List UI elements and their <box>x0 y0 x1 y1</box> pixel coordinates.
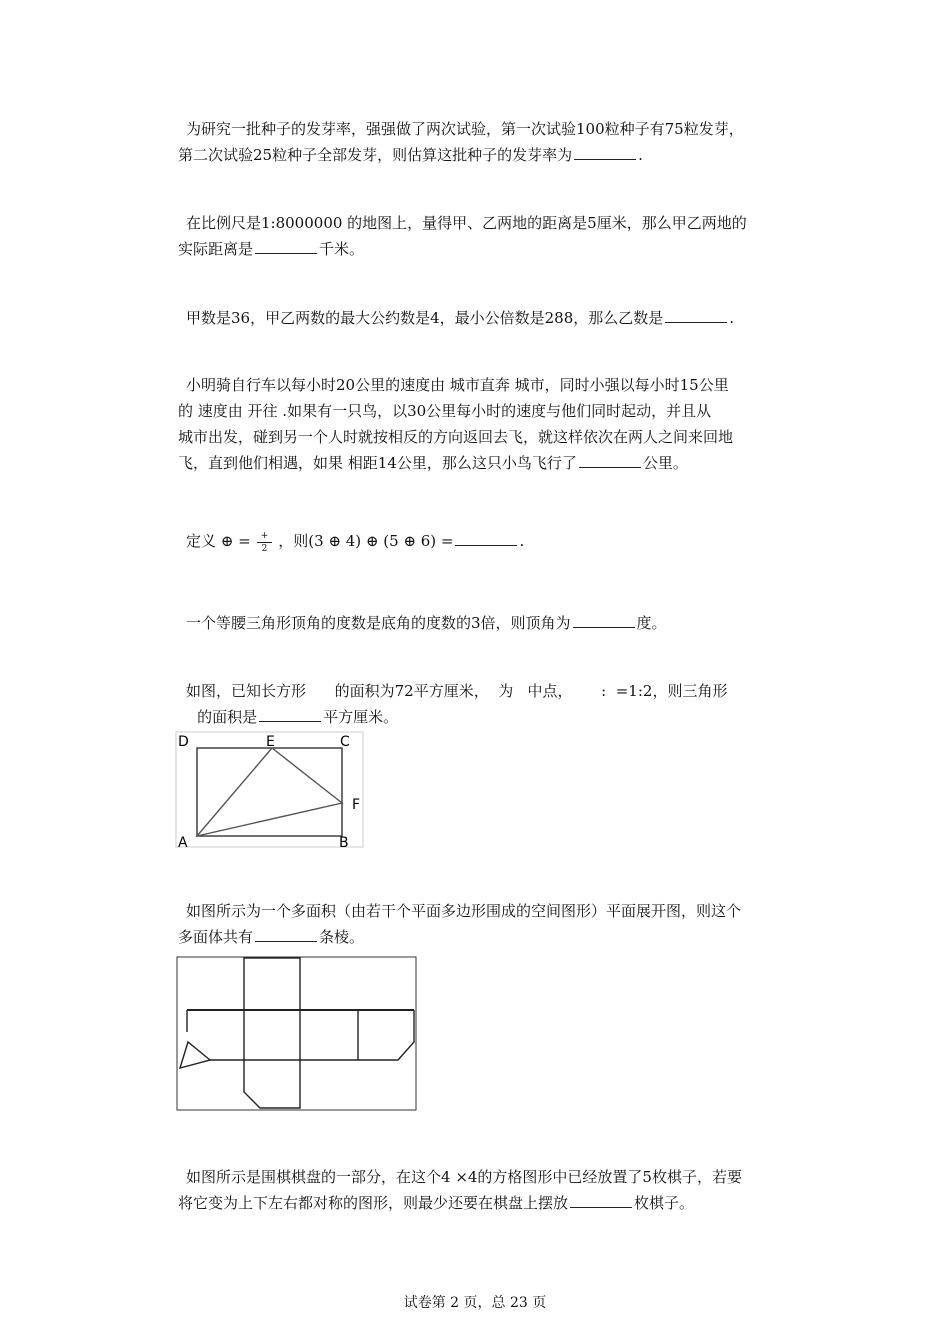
question-3 <box>178 305 810 331</box>
question-9-line-1: 如图所示是围棋棋盘的一部分，在这个4 ×4的方格图形中已经放置了5枚棋子，若要 <box>186 1168 742 1186</box>
answer-blank[interactable] <box>574 144 636 160</box>
rectangle-abcd <box>197 748 342 836</box>
question-4-line-1: 小明骑自行车以每小时20公里的速度由 城市直奔 城市，同时小强以每小时15公里 <box>186 376 729 394</box>
figure-border <box>177 957 416 1110</box>
question-3-line-1: 甲数是36，甲乙两数的最大公约数是4，最小公倍数是288，那么乙数是 . <box>186 309 735 327</box>
question-1-line-1: 为研究一批种子的发芽率，强强做了两次试验，第一次试验100粒种子有75粒发芽， <box>186 120 744 138</box>
net-top-square <box>244 958 300 1010</box>
question-1-line-2: 第二次试验25粒种子全部发芽，则估算这批种子的发芽率为 . <box>178 146 643 164</box>
answer-blank[interactable] <box>573 612 635 628</box>
question-9 <box>178 1164 810 1216</box>
label-b: B <box>339 835 349 849</box>
question-8-line-2: 多面体共有 条棱。 <box>178 928 365 946</box>
rectangle-triangle-figure <box>175 731 365 849</box>
answer-blank[interactable] <box>255 238 317 254</box>
question-9-line-2: 将它变为上下左右都对称的图形，则最少还要在棋盘上摆放 枚棋子。 <box>178 1194 695 1212</box>
polyhedron-net-figure <box>176 956 418 1112</box>
label-d: D <box>178 734 189 750</box>
question-4 <box>178 372 810 476</box>
triangle-aef <box>197 748 342 836</box>
question-2-line-1: 在比例尺是1:8000000 的地图上，量得甲、乙两地的距离是5厘米，那么甲乙两地的 <box>186 214 747 232</box>
page-footer: 试卷第 2 页，总 23 页 <box>403 1295 547 1311</box>
fraction: $\frac{+}{2}$ <box>257 530 273 555</box>
question-7-line-1: 如图，已知长方形 的面积为72平方厘米， 为 中点， : =1:2，则三角形 <box>186 682 728 700</box>
question-4-line-4: 飞，直到他们相遇，如果 相距14公里，那么这只小鸟飞行了 公里。 <box>178 454 688 472</box>
question-7 <box>178 678 810 730</box>
question-7-line-2: 的面积是 平方厘米。 <box>178 708 399 726</box>
label-a: A <box>178 835 188 849</box>
question-4-line-3: 城市出发，碰到另一个人时就按相反的方向返回去飞，就这样依次在两人之间来回地 <box>178 428 734 446</box>
net-left-triangle <box>180 1042 210 1068</box>
question-6 <box>178 610 810 636</box>
question-1 <box>178 116 810 168</box>
label-f: F <box>352 797 361 813</box>
answer-blank[interactable] <box>259 706 321 722</box>
answer-blank[interactable] <box>579 452 641 468</box>
label-e: E <box>266 734 275 750</box>
question-2-line-2: 实际距离是 千米。 <box>178 240 365 258</box>
question-8 <box>178 898 810 950</box>
question-2 <box>178 210 810 262</box>
answer-blank[interactable] <box>455 530 517 546</box>
question-5-line-1: 定义 ⊕ = $\frac{+}{2}$ ，则(3 ⊕ 4) ⊕ (5 ⊕ 6) = . <box>186 530 525 554</box>
answer-blank[interactable] <box>255 926 317 942</box>
net-bottom-right-edge <box>210 1010 414 1060</box>
question-6-line-1: 一个等腰三角形顶角的度数是底角的度数的3倍，则顶角为 度。 <box>186 614 667 632</box>
question-5 <box>178 528 810 555</box>
answer-blank[interactable] <box>665 307 727 323</box>
net-bottom-square <box>244 1060 300 1108</box>
answer-blank[interactable] <box>570 1192 632 1208</box>
question-8-line-1: 如图所示为一个多面积（由若干个平面多边形围成的空间图形）平面展开图，则这个 <box>186 902 742 920</box>
question-4-line-2: 的 速度由 开往 .如果有一只鸟，以30公里每小时的速度与他们同时起动，并且从 <box>178 402 712 420</box>
label-c: C <box>340 734 350 750</box>
